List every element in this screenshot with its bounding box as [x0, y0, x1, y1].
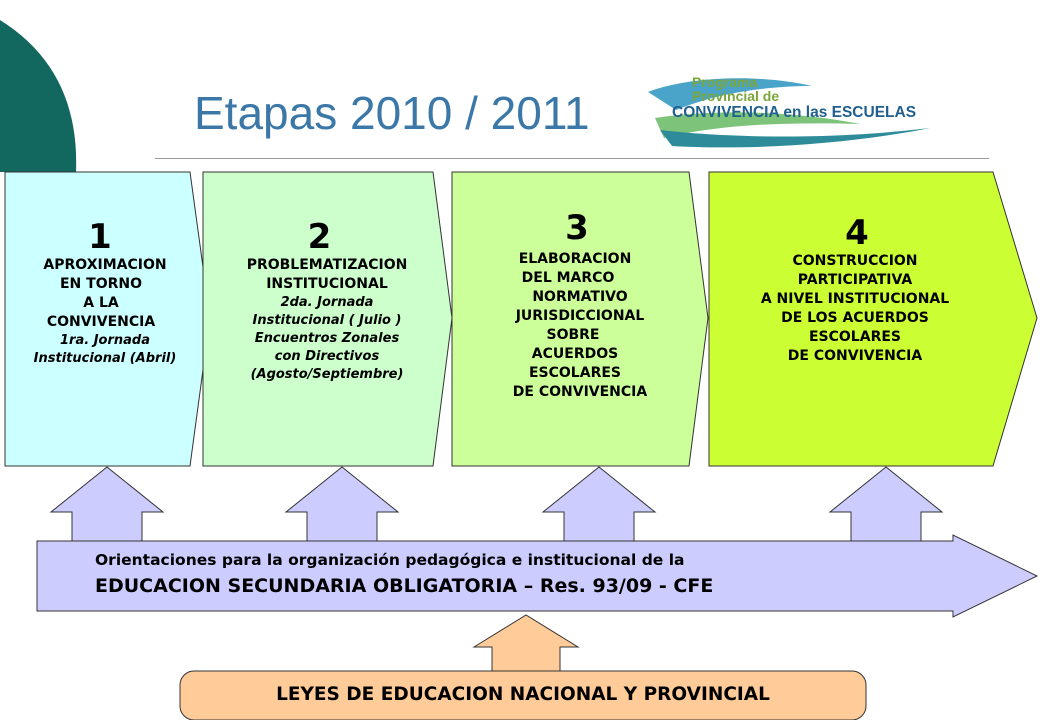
stage-2-line: INSTITUCIONAL	[266, 276, 388, 292]
stage-1-line: EN TORNO	[59, 276, 142, 292]
up-arrow-1	[51, 467, 163, 541]
orientation-line-1: Orientaciones para la organización pedagógica e institucional de la	[95, 551, 685, 569]
stage-2-number: 2	[307, 217, 332, 257]
stage-3-line: ELABORACION	[518, 251, 632, 267]
stage-2-line: PROBLEMATIZACION	[246, 257, 408, 273]
stage-3-line: ACUERDOS	[531, 346, 619, 362]
title-divider	[155, 158, 989, 159]
decorative-teal-shape	[0, 20, 76, 172]
logo-line-3: CONVIVENCIA en las ESCUELAS	[672, 104, 917, 121]
base-up-arrow	[474, 615, 578, 672]
stage-2-italic: con Directivos	[274, 349, 380, 364]
logo-line-2: Provincial de	[692, 88, 780, 104]
stage-1-line: A LA	[83, 295, 119, 311]
stage-1-italic: Institucional (Abril)	[33, 351, 177, 366]
stage-1-line: APROXIMACION	[43, 257, 167, 273]
stage-3-line: DE CONVIVENCIA	[512, 384, 648, 400]
stage-3-number: 3	[565, 208, 589, 248]
stage-4-line: ESCOLARES	[808, 329, 901, 345]
logo-line-1: Programa	[692, 74, 758, 90]
stage-3-line: NORMATIVO	[532, 289, 628, 305]
stage-4	[712, 214, 1012, 366]
stage-4-line: DE CONVIVENCIA	[787, 348, 923, 364]
stage-3-line: JURISDICCIONAL	[515, 308, 645, 324]
stage-2	[208, 218, 446, 384]
stage-1-line: CONVIVENCIA	[46, 314, 156, 330]
logo-swoosh-teal	[660, 128, 930, 147]
stage-3	[460, 206, 700, 402]
laws-label: LEYES DE EDUCACION NACIONAL Y PROVINCIAL	[276, 684, 770, 705]
stage-4-number: 4	[845, 213, 869, 253]
orientation-text	[95, 548, 713, 600]
page-title: Etapas 2010 / 2011	[194, 87, 590, 139]
stage-4-line: A NIVEL INSTITUCIONAL	[760, 291, 950, 307]
stage-2-italic: 2da. Jornada	[280, 295, 374, 310]
up-arrow-4	[830, 467, 942, 541]
stage-1-number: 1	[88, 217, 112, 257]
stage-4-line: DE LOS ACUERDOS	[781, 310, 929, 326]
up-arrow-3	[543, 467, 655, 541]
stage-2-italic: Encuentros Zonales	[254, 331, 400, 346]
stage-1-italic: 1ra. Jornada	[60, 333, 150, 348]
stage-3-line: SOBRE	[546, 327, 600, 343]
stage-2-italic: (Agosto/Septiembre)	[250, 367, 404, 382]
orientation-line-2: EDUCACION SECUNDARIA OBLIGATORIA – Res. 93/09 - CFE	[95, 575, 714, 597]
stage-3-line: DEL MARCO	[521, 270, 615, 286]
up-arrow-2	[286, 467, 398, 541]
stage-2-italic: Institucional ( Julio )	[252, 313, 402, 328]
stage-1	[5, 218, 205, 368]
stage-4-line: CONSTRUCCION	[792, 253, 918, 269]
stage-3-line: ESCOLARES	[528, 365, 621, 381]
stage-4-line: PARTICIPATIVA	[797, 272, 913, 288]
